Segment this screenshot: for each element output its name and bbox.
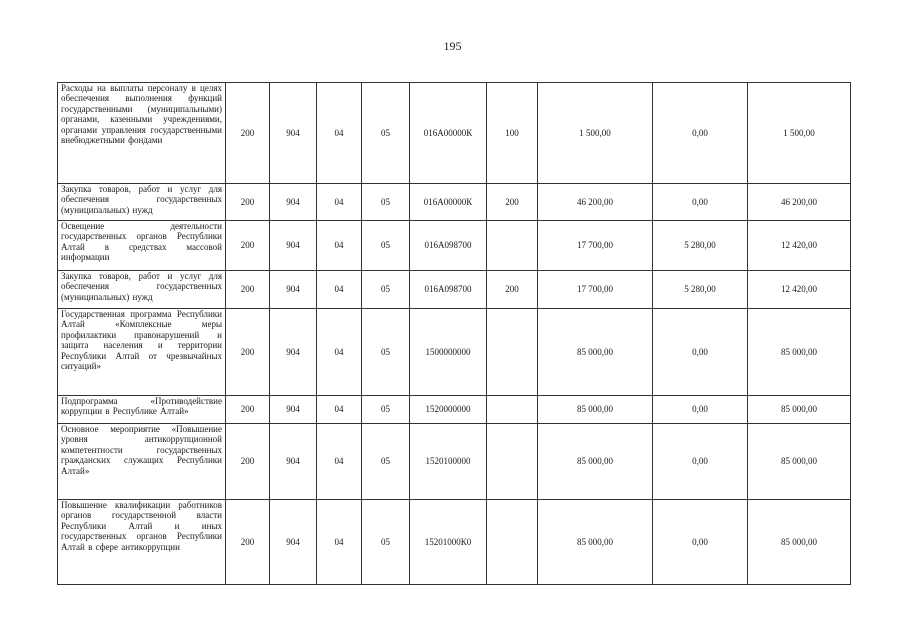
cell-value-2: 5 280,00 — [653, 221, 748, 271]
cell-value-3: 1 500,00 — [748, 83, 851, 184]
cell-code-1: 200 — [226, 500, 270, 585]
cell-code-3: 04 — [317, 271, 362, 309]
row-name: Повышение квалификации работников органов государственной власти Республики Алтай и иных государственных органов Республики Алтай в сфере антикоррупции — [58, 500, 226, 585]
cell-value-1: 85 000,00 — [538, 309, 653, 396]
cell-code-4: 05 — [362, 500, 410, 585]
table-row — [58, 184, 851, 221]
cell-code-4: 05 — [362, 221, 410, 271]
cell-value-3: 85 000,00 — [748, 500, 851, 585]
cell-code-5: 1520000000 — [410, 396, 487, 424]
cell-code-3: 04 — [317, 424, 362, 500]
cell-code-2: 904 — [270, 83, 317, 184]
cell-code-3: 04 — [317, 184, 362, 221]
cell-code-4: 05 — [362, 271, 410, 309]
cell-code-1: 200 — [226, 221, 270, 271]
table-row — [58, 396, 851, 424]
cell-code-4: 05 — [362, 83, 410, 184]
cell-code-5: 016А00000К — [410, 184, 487, 221]
cell-code-3: 04 — [317, 83, 362, 184]
cell-code-4: 05 — [362, 424, 410, 500]
cell-value-2: 0,00 — [653, 184, 748, 221]
cell-value-1: 85 000,00 — [538, 396, 653, 424]
cell-code-2: 904 — [270, 271, 317, 309]
cell-value-2: 0,00 — [653, 424, 748, 500]
table-row — [58, 424, 851, 500]
cell-value-1: 17 700,00 — [538, 221, 653, 271]
table-row — [58, 83, 851, 184]
cell-value-3: 12 420,00 — [748, 271, 851, 309]
cell-code-6 — [487, 424, 538, 500]
table-row — [58, 309, 851, 396]
cell-code-5: 016А098700 — [410, 271, 487, 309]
table-row — [58, 221, 851, 271]
cell-code-2: 904 — [270, 500, 317, 585]
cell-code-1: 200 — [226, 83, 270, 184]
cell-value-1: 46 200,00 — [538, 184, 653, 221]
cell-value-3: 85 000,00 — [748, 396, 851, 424]
cell-code-4: 05 — [362, 184, 410, 221]
cell-value-3: 85 000,00 — [748, 309, 851, 396]
cell-code-6: 100 — [487, 83, 538, 184]
row-name: Закупка товаров, работ и услуг для обеспечения государственных (муниципальных) нужд — [58, 184, 226, 221]
cell-code-1: 200 — [226, 184, 270, 221]
cell-code-5: 1520100000 — [410, 424, 487, 500]
cell-code-6 — [487, 221, 538, 271]
cell-code-6: 200 — [487, 184, 538, 221]
cell-value-1: 85 000,00 — [538, 424, 653, 500]
cell-code-4: 05 — [362, 396, 410, 424]
cell-code-1: 200 — [226, 396, 270, 424]
cell-code-3: 04 — [317, 396, 362, 424]
cell-value-2: 0,00 — [653, 309, 748, 396]
row-name: Расходы на выплаты персоналу в целях обеспечения выполнения функций государственными (муниципальными) органами, казенными учреждениями, органами управления государственными внебюджетными фондами — [58, 83, 226, 184]
row-name: Основное мероприятие «Повышение уровня антикоррупционной компетентности государственных гражданских служащих Республики Алтай» — [58, 424, 226, 500]
cell-code-2: 904 — [270, 184, 317, 221]
cell-value-3: 46 200,00 — [748, 184, 851, 221]
row-name: Освещение деятельности государственных органов Республики Алтай в средствах массовой информации — [58, 221, 226, 271]
cell-value-1: 1 500,00 — [538, 83, 653, 184]
cell-code-2: 904 — [270, 221, 317, 271]
cell-code-4: 05 — [362, 309, 410, 396]
cell-value-2: 0,00 — [653, 83, 748, 184]
cell-value-2: 0,00 — [653, 500, 748, 585]
cell-code-3: 04 — [317, 309, 362, 396]
cell-code-5: 1500000000 — [410, 309, 487, 396]
cell-value-2: 5 280,00 — [653, 271, 748, 309]
cell-code-5: 15201000К0 — [410, 500, 487, 585]
cell-value-1: 85 000,00 — [538, 500, 653, 585]
cell-code-2: 904 — [270, 396, 317, 424]
cell-code-6 — [487, 309, 538, 396]
cell-code-6: 200 — [487, 271, 538, 309]
page-number: 195 — [443, 39, 462, 53]
budget-table — [57, 82, 851, 585]
cell-code-1: 200 — [226, 309, 270, 396]
table-row — [58, 271, 851, 309]
table-row — [58, 500, 851, 585]
cell-value-3: 12 420,00 — [748, 221, 851, 271]
cell-code-2: 904 — [270, 424, 317, 500]
cell-code-1: 200 — [226, 424, 270, 500]
cell-code-1: 200 — [226, 271, 270, 309]
cell-code-6 — [487, 396, 538, 424]
cell-value-3: 85 000,00 — [748, 424, 851, 500]
row-name: Закупка товаров, работ и услуг для обеспечения государственных (муниципальных) нужд — [58, 271, 226, 309]
row-name: Государственная программа Республики Алтай «Комплексные меры профилактики правонарушений и защита населения и территории Республики Алтай от чрезвычайных ситуаций» — [58, 309, 226, 396]
cell-code-3: 04 — [317, 500, 362, 585]
cell-code-5: 016А098700 — [410, 221, 487, 271]
cell-code-5: 016А00000К — [410, 83, 487, 184]
cell-value-1: 17 700,00 — [538, 271, 653, 309]
cell-code-3: 04 — [317, 221, 362, 271]
cell-code-6 — [487, 500, 538, 585]
cell-value-2: 0,00 — [653, 396, 748, 424]
cell-code-2: 904 — [270, 309, 317, 396]
row-name: Подпрограмма «Противодействие коррупции в Республике Алтай» — [58, 396, 226, 424]
